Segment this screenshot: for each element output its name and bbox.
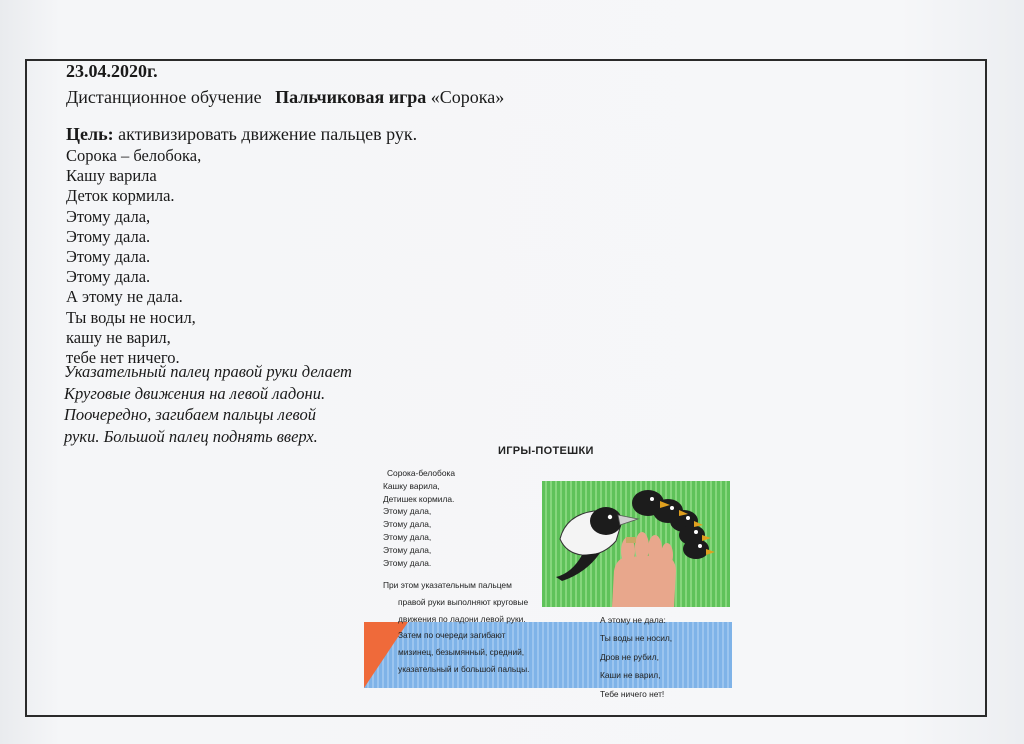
poem-line: Этому дала, <box>66 206 151 226</box>
card-poem-line: Этому дала. <box>383 557 432 568</box>
poem-line: тебе нет ничего. <box>66 348 180 368</box>
card-instruction-line: указательный и большой пальцы. <box>398 663 530 674</box>
goal-label: Цель: <box>66 124 114 144</box>
poem-line: Этому дала. <box>66 267 151 287</box>
card-poem-line: Этому дала, <box>383 519 432 530</box>
goal-text: активизировать движение пальцев рук. <box>118 124 418 144</box>
instruction-line: Указательный палец правой руки делает <box>64 362 352 381</box>
poem-line: Этому дала. <box>66 247 151 267</box>
card-poem-line: Детишек кормила. <box>383 493 455 504</box>
instruction-line: Круговые движения на левой ладони. <box>64 383 326 403</box>
instruction-line: руки. Большой палец поднять вверх. <box>64 426 318 446</box>
poem-line: Деток кормила. <box>66 186 175 206</box>
card-ending-line: Каши не варил, <box>600 670 661 681</box>
card-ending-line: Ты воды не носил, <box>600 633 673 644</box>
subtitle-suffix: «Сорока» <box>430 87 505 107</box>
card-poem-line: Сорока-белобока <box>387 468 455 478</box>
card-instruction-line: мизинец, безымянный, средний, <box>398 647 525 658</box>
instruction-line: Поочередно, загибаем пальцы левой <box>64 405 316 424</box>
card-poem-line: Этому дала, <box>383 544 432 555</box>
poem-line: кашу не варил, <box>66 327 171 347</box>
card-ending-line: Тебе ничего нет! <box>600 688 665 699</box>
card-poem <box>383 467 455 569</box>
card-poem-line: Этому дала, <box>383 506 432 517</box>
card-instruction-line: Затем по очереди загибают <box>398 630 506 641</box>
magpie-puppet-illustration <box>542 481 730 607</box>
card-instruction-line: движения по ладони левой руки. <box>398 613 526 624</box>
card-instruction-line: При этом указательным пальцем <box>383 580 512 590</box>
card-ending <box>600 611 672 703</box>
poem-line: Ты воды не носил, <box>66 307 196 327</box>
card-poem-line: Этому дала, <box>383 531 432 542</box>
card-poem-line: Кашку варила, <box>383 480 440 491</box>
card-title: ИГРЫ-ПОТЕШКИ <box>498 445 594 457</box>
magpie-puppet-icon <box>542 481 730 607</box>
card-instruction-line: правой руки выполняют круговые <box>398 596 529 607</box>
instructions-text <box>64 361 352 447</box>
lesson-date: 23.04.2020г. <box>66 61 158 81</box>
poem-line: А этому не дала. <box>66 287 183 307</box>
lesson-goal <box>66 124 417 145</box>
poem-line: Этому дала. <box>66 226 151 246</box>
lesson-subtitle <box>66 87 504 108</box>
subtitle-bold: Пальчиковая игра <box>275 87 427 107</box>
card-instructions <box>383 577 529 678</box>
poem-line: Кашу варила <box>66 166 157 186</box>
subtitle-prefix: Дистанционное обучение <box>66 87 262 107</box>
card-ending-line: А этому не дала: <box>600 615 666 625</box>
poem-text <box>66 146 201 368</box>
card-ending-line: Дров не рубил, <box>600 651 659 662</box>
poem-line: Сорока – белобока, <box>66 146 202 165</box>
